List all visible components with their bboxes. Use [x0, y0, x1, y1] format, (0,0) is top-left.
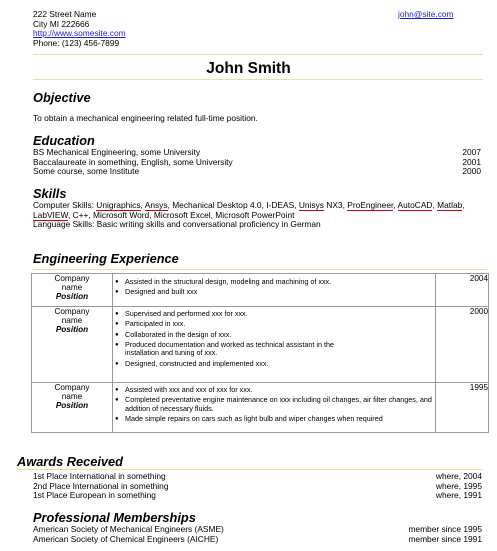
experience-rule: [33, 269, 487, 270]
job-position: Position: [55, 325, 89, 335]
skill-autocad: AutoCAD: [397, 200, 433, 210]
skill-proengineer: ProEngineer: [347, 200, 394, 210]
duty-list: [113, 278, 435, 297]
education-degree: Some course, some Institute: [33, 166, 140, 177]
education-year: 2001: [462, 156, 481, 167]
company-name-2: name: [61, 283, 83, 293]
membership-since: member since 1995: [408, 524, 482, 534]
duty-item: ● Produced documentation and worked as technical assistant in the installation and tuning of xxx.: [113, 341, 365, 357]
duty-list: [113, 310, 365, 368]
skill-unisys: Unisys: [298, 200, 324, 210]
company-name: Company: [54, 383, 90, 392]
street-address: 222 Street Name: [33, 9, 97, 19]
objective-text: To obtain a mechanical engineering related full-time position.: [33, 113, 258, 123]
bullets-cell: [113, 383, 436, 433]
job-year: 2000: [436, 307, 489, 383]
duty-item: ● Completed preventative engine maintenance on xxx including oil changes, air filter changes, and addition of necessary fluids.: [113, 396, 435, 412]
membership-title: American Society of Chemical Engineers (AICHE): [33, 533, 219, 544]
duty-item: ● Collaborated in the design of xxx.: [113, 331, 365, 339]
memberships-list: [33, 525, 482, 544]
company-name-2: name: [61, 392, 83, 402]
education-list: [33, 148, 481, 177]
membership-since: member since 1991: [408, 533, 482, 544]
skills-heading: Skills: [33, 186, 67, 201]
award-title: 2nd Place International in something: [33, 480, 169, 491]
phone-number: Phone: (123) 456-7899: [33, 37, 120, 48]
award-where: where, 1991: [435, 490, 482, 501]
skill-matlab: Matlab: [437, 200, 463, 210]
job-year: 1995: [436, 383, 489, 433]
membership-item: [33, 535, 482, 545]
company-cell: [32, 274, 113, 307]
award-title: 1st Place European in something: [33, 490, 156, 501]
company-cell: [32, 307, 113, 383]
job-year: 2004: [436, 274, 489, 307]
bullets-cell: [113, 274, 436, 307]
education-degree: BS Mechanical Engineering, some University: [33, 147, 201, 157]
resume-name: John Smith: [206, 60, 291, 77]
skills-block: [33, 201, 488, 230]
award-item: [33, 491, 482, 501]
company-cell: [32, 383, 113, 433]
awards-heading: Awards Received: [17, 454, 123, 469]
experience-table: [31, 273, 489, 433]
header-rule: [33, 54, 483, 55]
membership-title: American Society of Mechanical Engineers (ASME): [33, 524, 224, 534]
education-year: 2000: [462, 166, 481, 177]
education-degree: Baccalaureate in something, English, some University: [33, 156, 233, 167]
awards-list: [33, 472, 482, 501]
city-address: City MI 222666: [33, 18, 90, 29]
duty-item: ● Participated in xxx.: [113, 320, 365, 328]
bullets-cell: [113, 307, 436, 383]
education-item: [33, 167, 481, 177]
awards-rule: [17, 469, 483, 470]
language-skills: Language Skills: Basic writing skills and conversational proficiency in German: [33, 219, 321, 230]
experience-row: [32, 274, 489, 307]
skill-labview: LabVIEW: [33, 209, 68, 220]
skill-sep: ,: [140, 200, 145, 210]
computer-skills-label: Computer Skills:: [33, 200, 97, 210]
objective-heading: Objective: [33, 90, 91, 105]
award-where: where, 2004: [435, 471, 482, 481]
job-position: Position: [55, 401, 89, 411]
skill-ansys: Ansys: [144, 200, 168, 210]
duty-item: ● Supervised and performed xxx for xxx.: [113, 310, 365, 318]
duty-item: ● Made simple repairs on cars such as light bulb and wiper changes when required: [113, 415, 435, 423]
job-position: Position: [55, 292, 89, 302]
email-link[interactable]: john@site.com: [398, 9, 454, 19]
duty-item: ● Assisted in the structural design, modeling and machining of xxx.: [113, 278, 435, 286]
skill-sep: , Mechanical Desktop 4.0, I-DEAS,: [167, 200, 299, 210]
contact-block: [33, 10, 126, 48]
experience-row: [32, 307, 489, 383]
experience-heading: Engineering Experience: [33, 251, 179, 266]
education-heading: Education: [33, 133, 95, 148]
skill-sep: NX3,: [323, 200, 348, 210]
duty-item: ● Assisted with xxx and xxx of xxx for xxx.: [113, 386, 435, 394]
duty-item: ● Designed and built xxx: [113, 288, 435, 296]
memberships-heading: Professional Memberships: [33, 510, 196, 525]
skill-sep: ,: [462, 200, 465, 210]
award-where: where, 1995: [435, 480, 482, 491]
name-rule: [33, 79, 483, 80]
duty-list: [113, 386, 435, 423]
skill-unigraphics: Unigraphics: [96, 200, 141, 210]
skill-rest: , C++, Microsoft Word, Microsoft Excel, Microsoft PowerPoint: [67, 209, 295, 220]
skill-sep: ,: [432, 200, 438, 210]
award-title: 1st Place International in something: [33, 471, 166, 481]
company-name-2: name: [61, 316, 83, 326]
experience-row: [32, 383, 489, 433]
duty-item: ● Designed, constructed and implemented xxx.: [113, 360, 365, 368]
skill-sep: ,: [393, 200, 398, 210]
company-name: Company: [54, 307, 90, 316]
education-year: 2007: [462, 147, 481, 157]
company-name: Company: [54, 274, 90, 283]
website-link[interactable]: http://www.somesite.com: [33, 28, 126, 39]
